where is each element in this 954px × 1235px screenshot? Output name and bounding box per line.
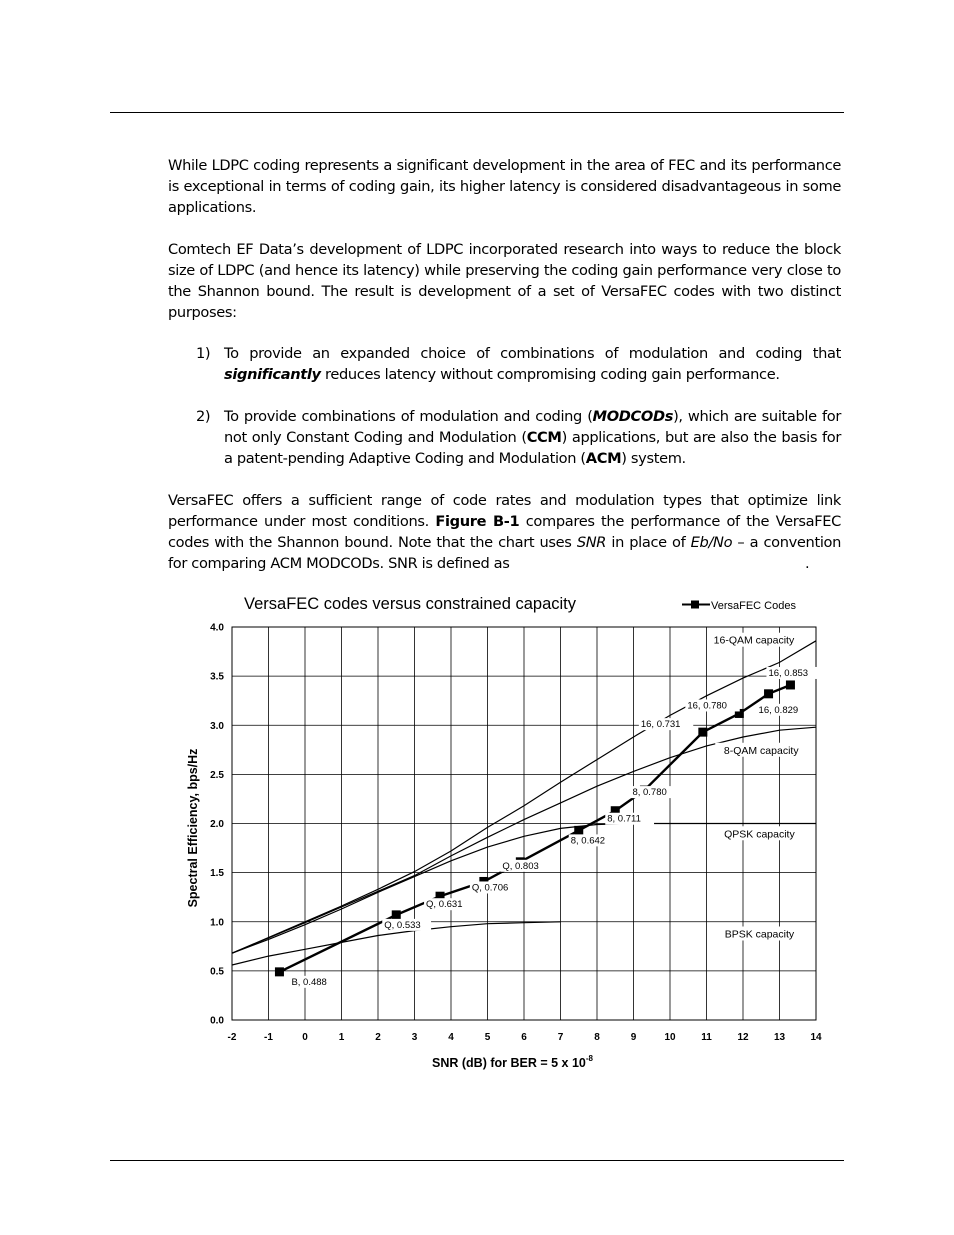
data-label: 16, 0.780 [687,700,727,712]
data-label: Q, 0.631 [426,899,463,911]
list-text: reduces latency without compromising coding gain performance. [320,366,780,383]
term-modcods: MODCODs [592,408,674,425]
curve-label: QPSK capacity [724,828,795,841]
term-acm: ACM [585,450,622,467]
list-text: To provide combinations of modulation and coding ( [224,408,593,425]
text: in place of [606,534,691,551]
data-label: Q, 0.803 [502,860,539,872]
versafec-marker [698,728,707,737]
data-label: 16, 0.731 [640,719,681,731]
y-tick-label: 1.5 [210,868,224,880]
x-tick-label: -2 [227,1032,237,1043]
list-text: To provide an expanded choice of combinations of modulation and coding that [224,345,841,362]
y-tick-label: 2.0 [210,819,224,830]
data-label: 16, 0.853 [768,667,809,679]
x-tick-label: 8 [594,1032,600,1043]
chart-title: VersaFEC codes versus constrained capacity [244,595,576,613]
legend-label: VersaFEC Codes [711,600,796,612]
text: – a convention for comparing ACM MODCODs. SNR is defined as [168,534,842,572]
period: . [805,555,810,572]
y-axis-label: Spectral Efficiency, bps/Hz [186,748,200,908]
x-tick-label: 3 [411,1032,418,1043]
x-tick-label: 7 [557,1032,564,1043]
list-item-1 [196,343,841,385]
versafec-chart [170,585,830,1085]
text: compares the performance of the VersaFEC codes with the Shannon bound. Note that the chart uses [168,513,841,551]
x-tick-label: 1 [338,1032,345,1043]
x-tick-label: 11 [701,1032,712,1043]
figure-reference[interactable]: Figure B-1 [435,513,520,530]
header-rule [110,112,844,113]
x-tick-label: 5 [484,1032,491,1043]
paragraph-versafec [168,490,841,574]
data-label: 8, 0.711 [607,813,641,825]
curve-label: BPSK capacity [724,928,795,941]
y-tick-label: 2.5 [210,769,224,781]
versafec-marker [574,826,583,835]
data-label: Q, 0.533 [384,919,421,931]
data-label: 16, 0.829 [758,704,799,716]
y-tick-label: 3.0 [210,720,224,732]
x-axis-label-exponent: -8 [585,1054,593,1063]
list-text: ) applications, but are also the basis for a patent-pending Adaptive Coding and Modulation ( [224,429,842,467]
x-tick-label: 12 [737,1032,749,1043]
x-tick-label: 13 [773,1032,786,1043]
x-tick-label: 0 [302,1032,308,1043]
versafec-marker [392,910,401,919]
list-text: ) system. [621,450,686,467]
data-label: Q, 0.706 [471,882,509,894]
x-tick-label: 4 [448,1032,454,1043]
paragraph-ldpc-intro: While LDPC coding represents a significant development in the area of FEC and its performance is exceptional in terms of coding gain, its higher latency is considered disadvantageous in some applications. [168,157,841,216]
term-ccm: CCM [526,429,562,446]
y-tick-label: 0.0 [210,1015,224,1027]
list-item-2 [196,406,841,469]
footer-rule [110,1160,844,1161]
versafec-marker [786,680,795,689]
paragraph-ldpc-development: Comtech EF Data’s development of LDPC incorporated research into ways to reduce the block size of LDPC (and hence its latency) while preserving the coding gain performance very close to the Shannon bound. The result is development of a set of VersaFEC codes with two distinct purposes: [168,241,841,321]
x-tick-label: 6 [521,1032,527,1043]
list-text: ), which are suitable for not only Constant Coding and Modulation ( [224,408,841,446]
curve-label: 16-QAM capacity [713,634,795,647]
x-tick-label: 2 [375,1032,381,1043]
list-number: 1) [196,345,211,362]
y-tick-label: 0.5 [210,966,224,978]
data-label: 8, 0.642 [570,835,606,847]
y-tick-label: 4.0 [210,622,224,634]
x-tick-label: 9 [630,1032,637,1043]
emphasis-significantly: significantly [224,366,321,383]
y-tick-label: 3.5 [210,671,224,683]
term-snr: SNR [576,534,607,551]
term-ebno: Eb/No [690,534,733,551]
x-axis-label-text: SNR (dB) for BER = 5 x 10 [432,1056,586,1070]
x-tick-label: 14 [810,1032,822,1043]
x-tick-label: -1 [264,1032,273,1043]
x-axis-label [432,1054,594,1070]
data-label: 8, 0.780 [632,787,667,799]
versafec-marker [764,689,773,698]
y-tick-label: 1.0 [210,917,224,929]
data-label: B, 0.488 [291,976,327,988]
text: VersaFEC offers a sufficient range of code rates and modulation types that optimize link performance under most conditions. [168,492,841,530]
versafec-marker [275,967,284,976]
chart-legend [682,600,796,612]
curve-label: 8-QAM capacity [723,744,799,757]
x-tick-label: 10 [664,1032,676,1043]
list-number: 2) [196,408,211,425]
